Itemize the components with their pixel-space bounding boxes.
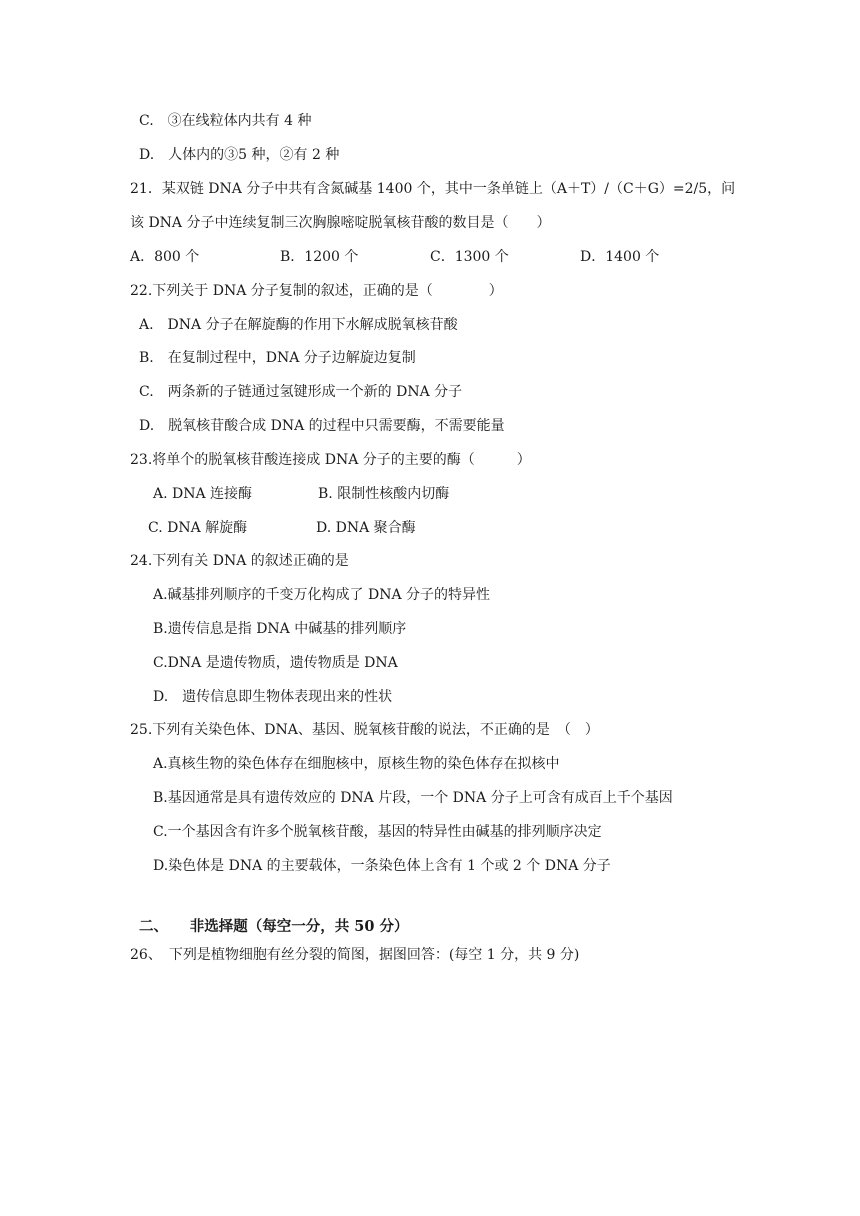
q20-option-c: C. ③在线粒体内共有 4 种 <box>139 113 312 129</box>
q21-option-b: B．1200 个 <box>280 249 359 265</box>
q21-option-c: C．1300 个 <box>430 249 509 265</box>
q21-stem-line2: 该 DNA 分子中连续复制三次胸腺嘧啶脱氧核苷酸的数目是（ ） <box>130 215 551 231</box>
q25-option-a: A.真核生物的染色体存在细胞核中，原核生物的染色体存在拟核中 <box>153 756 560 772</box>
q24-option-d: D. 遗传信息即生物体表现出来的性状 <box>153 689 393 705</box>
q22-option-c: C. 两条新的子链通过氢键形成一个新的 DNA 分子 <box>139 384 463 400</box>
q22-option-b: B. 在复制过程中，DNA 分子边解旋边复制 <box>139 350 416 366</box>
q21-option-a: A．800 个 <box>130 249 200 265</box>
q25-option-d: D.染色体是 DNA 的主要载体，一条染色体上含有 1 个或 2 个 DNA 分子 <box>153 858 611 874</box>
section-heading: 二、 非选择题（每空一分，共 50 分） <box>139 918 409 935</box>
q26-stem: 26、 下列是植物细胞有丝分裂的简图，据图回答：(每空 1 分，共 9 分) <box>130 947 580 963</box>
q25-stem: 25.下列有关染色体、DNA、基因、脱氧核苷酸的说法，不正确的是 （ ） <box>130 722 599 738</box>
q21-stem-line1: 21．某双链 DNA 分子中共有含氮碱基 1400 个，其中一条单链上（A＋T）/（C＋G）=2/5，问 <box>130 181 736 197</box>
q23-option-c: C. DNA 解旋酶 <box>148 520 248 536</box>
q23-option-a: A. DNA 连接酶 <box>153 486 253 502</box>
q25-option-b: B.基因通常是具有遗传效应的 DNA 片段，一个 DNA 分子上可含有成百上千个基因 <box>153 790 673 806</box>
q22-stem: 22.下列关于 DNA 分子复制的叙述，正确的是（ ） <box>130 283 503 299</box>
q22-option-a: A. DNA 分子在解旋酶的作用下水解成脱氧核苷酸 <box>139 317 458 333</box>
q25-option-c: C.一个基因含有许多个脱氧核苷酸，基因的特异性由碱基的排列顺序决定 <box>153 824 602 840</box>
q23-stem: 23.将单个的脱氧核苷酸连接成 DNA 分子的主要的酶（ ） <box>130 452 531 468</box>
q22-option-d: D. 脱氧核苷酸合成 DNA 的过程中只需要酶，不需要能量 <box>139 418 505 434</box>
q24-option-a: A.碱基排列顺序的千变万化构成了 DNA 分子的特异性 <box>153 587 491 603</box>
q21-option-d: D．1400 个 <box>580 249 660 265</box>
q23-option-d: D. DNA 聚合酶 <box>316 520 416 536</box>
q20-option-d: D. 人体内的③5 种，②有 2 种 <box>139 147 340 163</box>
q23-option-b: B. 限制性核酸内切酶 <box>318 486 450 502</box>
q24-option-c: C.DNA 是遗传物质，遗传物质是 DNA <box>153 655 398 671</box>
q24-option-b: B.遗传信息是指 DNA 中碱基的排列顺序 <box>153 621 407 637</box>
q24-stem: 24.下列有关 DNA 的叙述正确的是 <box>130 553 349 569</box>
